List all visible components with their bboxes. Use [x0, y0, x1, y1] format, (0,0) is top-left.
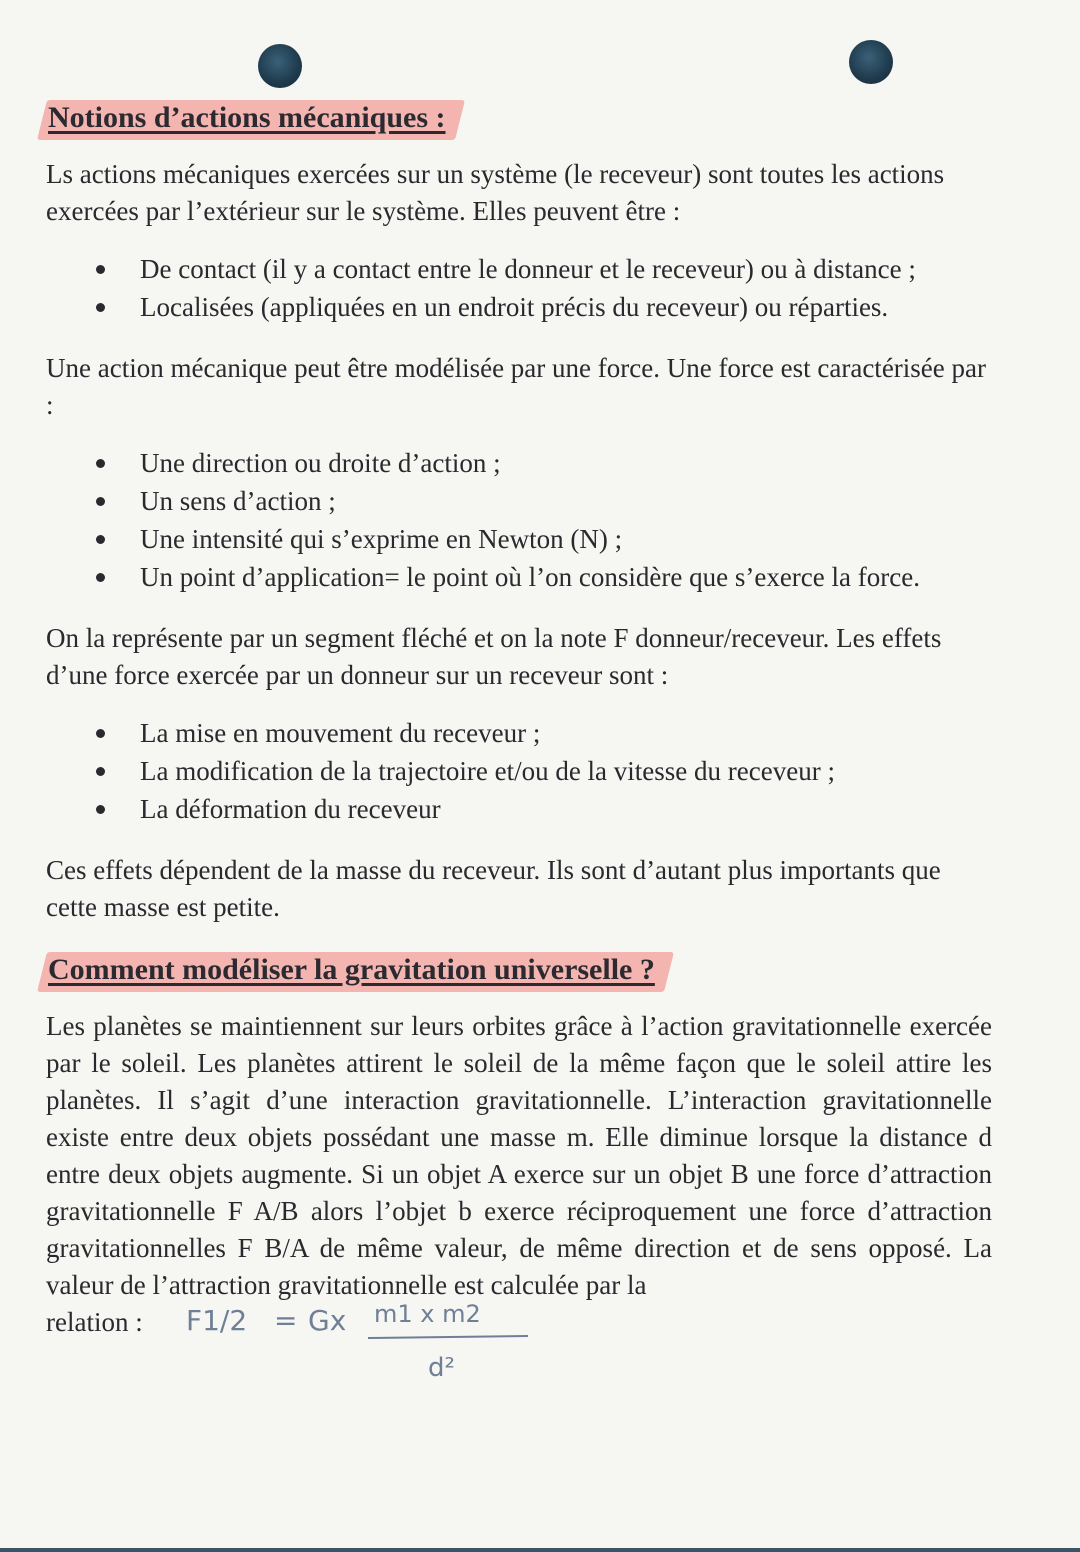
section-1-title-wrap	[46, 96, 992, 140]
section-2-title-wrap	[46, 948, 992, 992]
handwritten-gravitation-formula	[182, 1296, 542, 1386]
list-force-characteristics	[46, 444, 992, 596]
list-item: Un point d’application= le point où l’on considère que s’exerce la force.	[140, 558, 992, 596]
section-2-para-gravitation: Les planètes se maintiennent sur leurs orbites grâce à l’action gravitationnelle exercée par le soleil. Les planètes attirent le soleil de la même façon que le soleil attire les planètes. Il s’agit d’une interaction gravitationnelle. L’interaction gravitationnelle existe entre deux objets possédant une masse m. Elle diminue lorsque la distance d entre deux objets augmente. Si un objet A exerce sur un objet B une force d’attraction gravitationnelle F A/B alors l’objet b exerce réciproquement une force d’attraction gravitationnelles F B/A de même valeur, de même direction et de sens opposé. La valeur de l’attraction gravitationnelle est calculée par la	[46, 1011, 992, 1300]
page-content	[46, 96, 992, 1383]
list-action-types	[46, 250, 992, 326]
formula-numerator: m1 x m2	[374, 1300, 481, 1328]
formula-fraction-bar	[368, 1336, 528, 1338]
formula-equals: =	[274, 1304, 298, 1337]
section-1-title: Notions d’actions mécaniques :	[46, 96, 460, 140]
section-1-para-representation: On la représente par un segment fléché et on la note F donneur/receveur. Les effets d’une force exercée par un donneur sur un receveur sont :	[46, 623, 942, 690]
list-item: Une intensité qui s’exprime en Newton (N) ;	[140, 520, 992, 558]
list-item: La mise en mouvement du receveur ;	[140, 714, 992, 752]
list-item: Une direction ou droite d’action ;	[140, 444, 992, 482]
formula-lhs: F1/2	[186, 1304, 248, 1337]
relation-label: relation :	[46, 1307, 143, 1337]
section-1-intro: Ls actions mécaniques exercées sur un système (le receveur) sont toutes les actions exercées par l’extérieur sur le système. Elles peuvent être :	[46, 159, 945, 226]
punch-hole-right	[849, 40, 893, 84]
list-item: La modification de la trajectoire et/ou de la vitesse du receveur ;	[140, 752, 992, 790]
list-item: De contact (il y a contact entre le donneur et le receveur) ou à distance ;	[140, 250, 992, 288]
list-item: Localisées (appliquées en un endroit précis du receveur) ou réparties.	[140, 288, 992, 326]
formula-denominator: d²	[428, 1353, 455, 1383]
relation-line	[46, 1300, 992, 1383]
section-2-title: Comment modéliser la gravitation universelle ?	[46, 948, 669, 992]
list-item: Un sens d’action ;	[140, 482, 992, 520]
list-force-effects	[46, 714, 992, 828]
section-1-para-force: Une action mécanique peut être modélisée par une force. Une force est caractérisée par :	[46, 353, 986, 420]
section-1-para-mass: Ces effets dépendent de la masse du receveur. Ils sont d’autant plus importants que cette masse est petite.	[46, 855, 941, 922]
punch-hole-left	[258, 44, 302, 88]
formula-g: Gx	[308, 1304, 347, 1337]
list-item: La déformation du receveur	[140, 790, 992, 828]
